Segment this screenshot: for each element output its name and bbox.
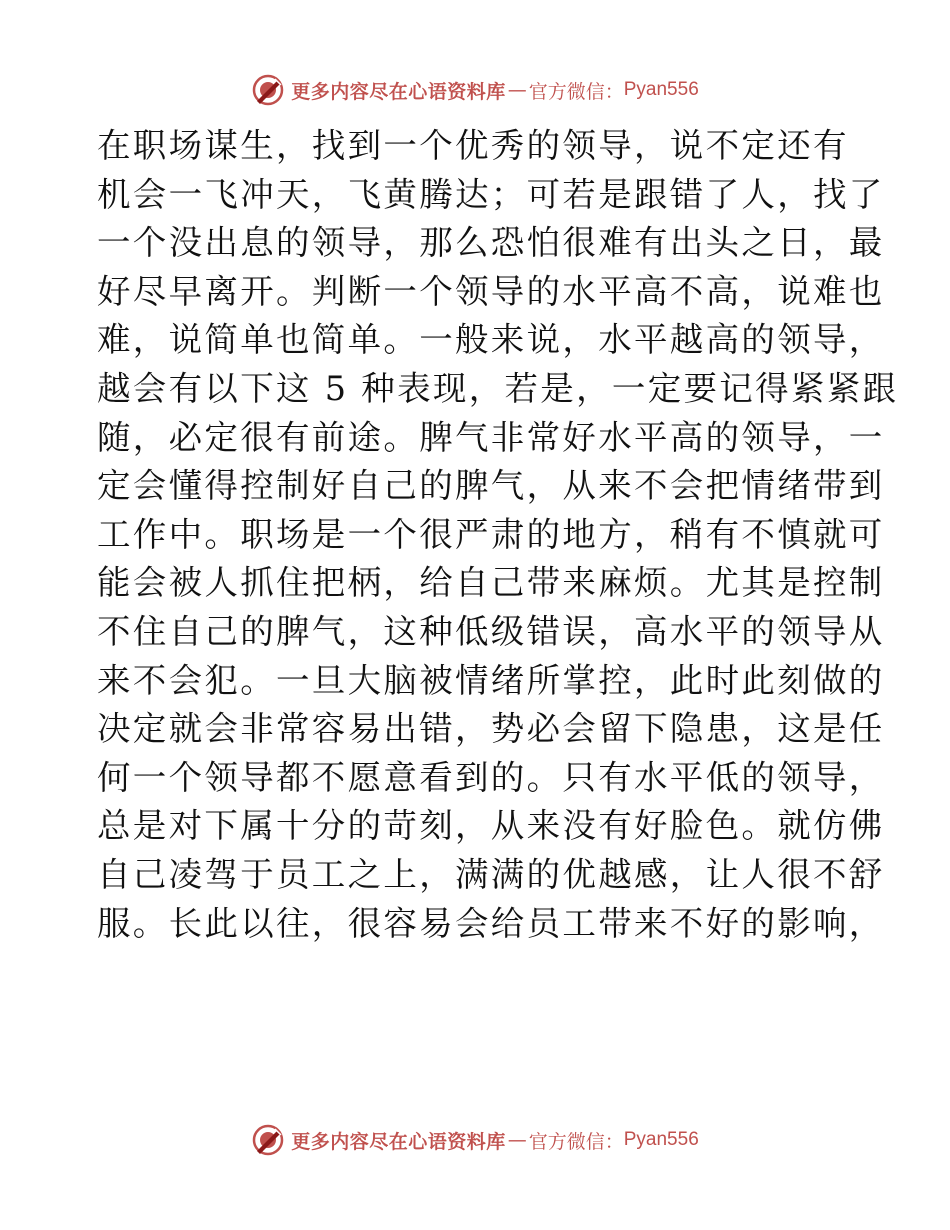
text-line: 好尽早离开。判断一个领导的水平高不高，说难也 (97, 271, 885, 311)
document-body (97, 122, 899, 948)
text-line: 工作中。职场是一个很严肃的地方，稍有不慎就可 (97, 514, 885, 554)
footer-wechat-account: Pyan556 (623, 1129, 699, 1150)
text-line: 决定就会非常容易出错，势必会留下隐患，这是任 (97, 709, 885, 749)
text-line: 难，说简单也简单。一般来说，水平越高的领导， (97, 320, 885, 360)
text-line: 能会被人抓住把柄，给自己带来麻烦。尤其是控制 (97, 563, 885, 603)
footer-banner (0, 1120, 950, 1160)
text-line: 总是对下属十分的苛刻，从来没有好脸色。就仿佛 (97, 806, 885, 846)
header-dash: — (507, 79, 527, 101)
header-banner (0, 70, 950, 110)
red-pen-circle-icon (251, 73, 285, 107)
text-line: 在职场谋生，找到一个优秀的领导，说不定还有 (97, 126, 849, 165)
text-line: 何一个领导都不愿意看到的。只有水平低的领导， (97, 757, 885, 797)
text-line: 随，必定很有前途。脾气非常好水平高的领导，一 (97, 417, 885, 457)
footer-dash: — (507, 1129, 527, 1151)
text-line: 一个没出息的领导，那么恐怕很难有出头之日，最 (97, 223, 885, 263)
red-pen-circle-icon (251, 1123, 285, 1157)
text-line: 自己凌驾于员工之上，满满的优越感，让人很不舒 (97, 854, 885, 894)
text-line: 服。长此以往，很容易会给员工带来不好的影响， (97, 903, 885, 943)
text-line: 不住自己的脾气，这种低级错误，高水平的领导从 (97, 611, 885, 651)
text-line: 来不会犯。一旦大脑被情绪所掌控，此时此刻做的 (97, 660, 885, 700)
text-line: 机会一飞冲天，飞黄腾达；可若是跟错了人，找了 (97, 174, 885, 214)
footer-wechat-label: 官方微信： (528, 1130, 624, 1153)
text-line: 越会有以下这 5 种表现，若是，一定要记得紧紧跟 (97, 368, 899, 408)
header-wechat-label: 官方微信： (528, 80, 624, 103)
header-promo-text: 更多内容尽在心语资料库 (291, 80, 506, 103)
footer-promo-text: 更多内容尽在心语资料库 (291, 1130, 506, 1153)
header-wechat-account: Pyan556 (623, 79, 699, 100)
text-line: 定会懂得控制好自己的脾气，从来不会把情绪带到 (97, 466, 885, 506)
